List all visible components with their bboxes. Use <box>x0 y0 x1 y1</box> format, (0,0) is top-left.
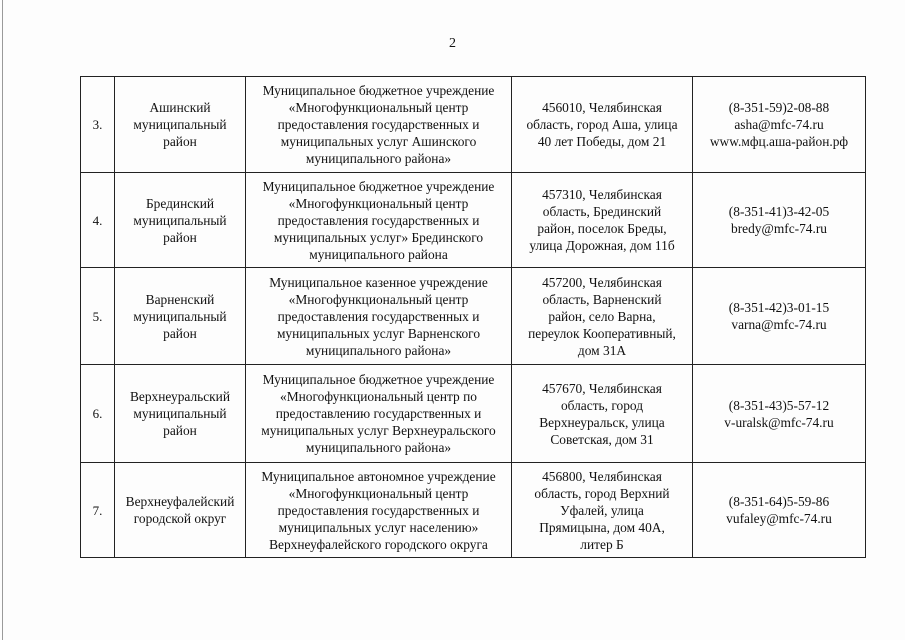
address-cell <box>512 365 693 463</box>
address-line: область, Варненский <box>542 291 662 307</box>
district-cell <box>115 268 246 365</box>
district-line: городской округ <box>133 511 227 526</box>
district-line: район <box>163 423 197 438</box>
institution-line: предоставления государственных и <box>277 212 480 228</box>
address-line: 457670, Челябинская <box>542 380 662 396</box>
address-line: область, город Аша, улица <box>526 117 678 132</box>
row-number-cell: 6. <box>81 365 115 463</box>
district-line: район <box>163 134 197 149</box>
district-line: муниципальный <box>133 406 227 421</box>
institution-line: муниципального района» <box>305 342 452 358</box>
address-line: 457200, Челябинская <box>542 274 662 290</box>
district-cell <box>115 365 246 463</box>
address-line: 456010, Челябинская <box>542 100 662 115</box>
phone-text: (8-351-59)2-08-88 <box>728 100 830 115</box>
email-link[interactable]: varna@mfc-74.ru <box>731 317 827 332</box>
address-line: переулок Кооперативный, <box>528 325 676 341</box>
institution-line: Муниципальное бюджетное учреждение <box>262 372 495 387</box>
address-line: Уфалей, улица <box>560 502 644 518</box>
address-line: Прямицына, дом 40А, <box>539 519 665 535</box>
contacts-cell <box>693 268 866 365</box>
email-link[interactable]: bredy@mfc-74.ru <box>731 221 827 236</box>
table-row <box>81 463 866 558</box>
institution-line: «Многофункциональный центр <box>288 195 469 211</box>
address-line: 457310, Челябинская <box>542 187 662 202</box>
address-line: область, город Верхний <box>534 485 670 501</box>
institution-line: муниципального района» <box>305 440 452 455</box>
institution-cell <box>246 268 512 365</box>
institution-line: «Многофункциональный центр <box>288 485 469 501</box>
address-cell <box>512 268 693 365</box>
contacts-cell <box>693 463 866 558</box>
institution-line: Муниципальное казенное учреждение <box>269 274 488 290</box>
district-line: Верхнеуральский <box>129 389 231 404</box>
institution-line: муниципальных услуг Ашинского <box>280 134 477 149</box>
address-cell <box>512 173 693 268</box>
institution-line: муниципальных услуг населению» <box>278 519 479 535</box>
district-line: Брединский <box>145 195 215 211</box>
institution-line: муниципального района <box>309 246 448 262</box>
address-line: литер Б <box>580 536 624 552</box>
table-row <box>81 365 866 463</box>
institution-line: Муниципальное автономное учреждение <box>261 468 496 484</box>
institution-line: муниципальных услуг Варненского <box>276 325 481 341</box>
institution-line: предоставления государственных и <box>277 502 480 518</box>
address-line: Советская, дом 31 <box>550 431 654 447</box>
row-number-cell: 4. <box>81 173 115 268</box>
institution-line: муниципальных услуг Верхнеуральского <box>261 423 496 438</box>
address-line: 456800, Челябинская <box>542 468 662 484</box>
address-cell <box>512 77 693 173</box>
address-line: область, Брединский <box>542 204 662 219</box>
district-line: район <box>163 229 197 245</box>
institution-line: муниципальных услуг» Брединского <box>273 229 484 245</box>
district-line: муниципальный <box>133 212 227 228</box>
district-cell <box>115 173 246 268</box>
mfc-table <box>80 76 866 558</box>
row-number-cell: 3. <box>81 77 115 173</box>
email-link[interactable]: vufaley@mfc-74.ru <box>726 511 832 526</box>
address-cell <box>512 463 693 558</box>
institution-cell <box>246 365 512 463</box>
institution-line: «Многофункциональный центр <box>288 291 469 307</box>
institution-line: предоставлению государственных и <box>275 406 482 421</box>
district-line: район <box>163 325 197 341</box>
contacts-cell <box>693 77 866 173</box>
institution-line: муниципального района» <box>305 151 452 166</box>
institution-line: Муниципальное бюджетное учреждение <box>262 83 495 98</box>
page-edge-line <box>2 0 3 640</box>
table-row <box>81 268 866 365</box>
district-cell <box>115 463 246 558</box>
district-line: Варненский <box>145 291 215 307</box>
district-line: Ашинский <box>149 100 211 115</box>
district-line: муниципальный <box>133 308 227 324</box>
table-row <box>81 173 866 268</box>
website-link[interactable]: www.мфц.аша-район.рф <box>709 134 849 149</box>
contacts-cell <box>693 173 866 268</box>
address-line: область, город <box>560 397 644 413</box>
district-cell <box>115 77 246 173</box>
institution-line: Верхнеуфалейского городского округа <box>269 536 488 552</box>
contacts-cell <box>693 365 866 463</box>
row-number-cell: 5. <box>81 268 115 365</box>
institution-line: предоставления государственных и <box>277 117 480 132</box>
address-line: Верхнеуральск, улица <box>539 414 665 430</box>
institution-cell <box>246 173 512 268</box>
institution-cell <box>246 77 512 173</box>
phone-text: (8-351-64)5-59-86 <box>728 494 830 509</box>
phone-text: (8-351-42)3-01-15 <box>728 300 830 315</box>
address-line: дом 31А <box>577 342 627 358</box>
address-line: 40 лет Победы, дом 21 <box>537 134 667 149</box>
phone-text: (8-351-43)5-57-12 <box>728 397 830 413</box>
email-link[interactable]: v-uralsk@mfc-74.ru <box>724 414 834 430</box>
address-line: район, поселок Бреды, <box>537 221 667 236</box>
page-number: 2 <box>449 36 456 51</box>
district-line: муниципальный <box>133 117 227 132</box>
institution-cell <box>246 463 512 558</box>
institution-line: Муниципальное бюджетное учреждение <box>262 178 495 194</box>
district-line: Верхнеуфалейский <box>125 494 235 509</box>
row-number-cell: 7. <box>81 463 115 558</box>
table-row <box>81 77 866 173</box>
institution-line: предоставления государственных и <box>277 308 480 324</box>
phone-text: (8-351-41)3-42-05 <box>728 204 830 219</box>
institution-line: «Многофункциональный центр по <box>280 389 477 404</box>
email-link[interactable]: asha@mfc-74.ru <box>734 117 824 132</box>
address-line: улица Дорожная, дом 11б <box>529 238 675 253</box>
institution-line: «Многофункциональный центр <box>288 100 469 115</box>
address-line: район, село Варна, <box>548 308 656 324</box>
